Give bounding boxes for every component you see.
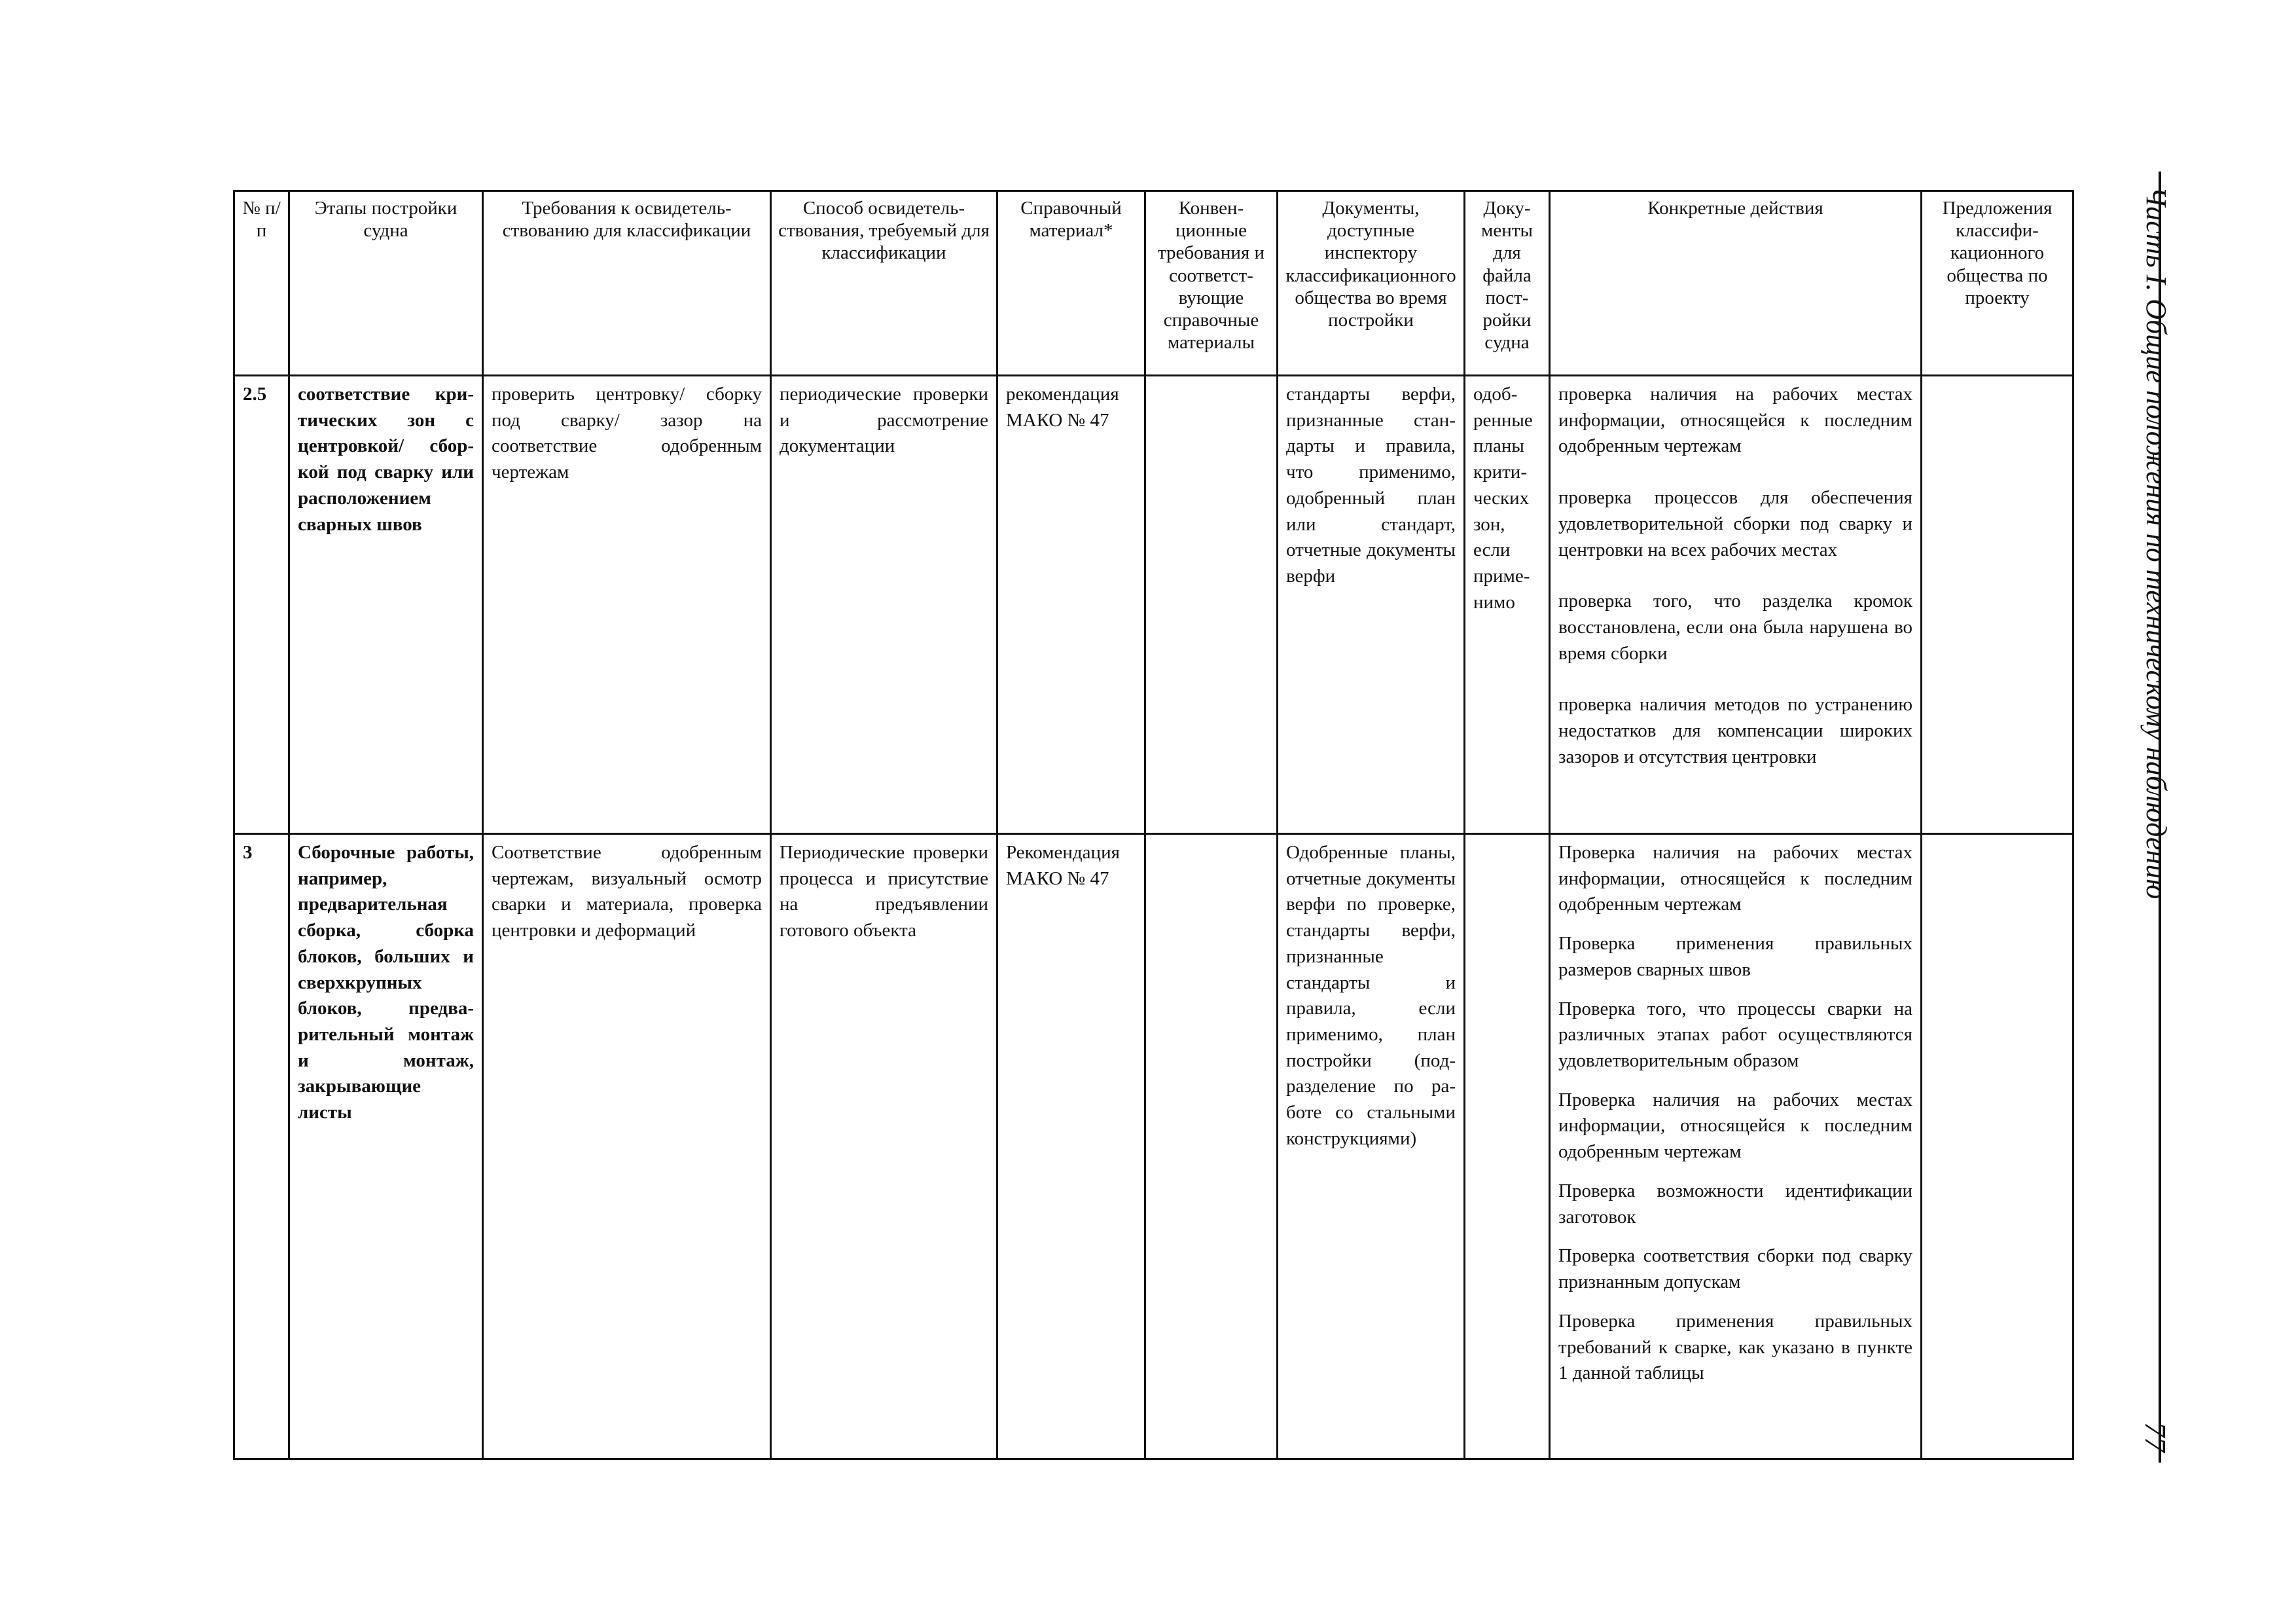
action-item: Проверка соответствия сборки под сварку признанным допускам [1558, 1245, 1912, 1293]
header-documents: Документы, доступные инспектору классификационного общества во время постройки [1278, 191, 1465, 376]
header-conventions: Конвенционные требования и соответствующие справочные материалы [1145, 191, 1278, 376]
table-row [234, 834, 2073, 1459]
header-requirements: Требования к освидетельствованию для классификации [483, 191, 771, 376]
row-stage: соответствие критических зон с центровкой/ сборкой под сварку или расположением сварных швов [289, 376, 483, 834]
row-actions [1550, 834, 1922, 1459]
row-stage: Сборочные работы, например, предварительная сборка, сборка блоков, больших и сверхкрупных блоков, предварительный монтаж и монтаж, закрывающие листы [289, 834, 483, 1459]
row-method: периодические проверки и рассмотрение документации [771, 376, 997, 834]
row-documents: стандарты верфи, признанные стандарты и правила, что применимо, одобренный план или стандарт, отчетные документы верфи [1278, 376, 1465, 834]
running-section-title: Часть I. Общие положения по техническому наблюдению [2140, 187, 2172, 900]
action-item: Проверка возможности идентификации заготовок [1558, 1180, 1912, 1228]
action-item: Проверка того, что процессы сварки на различных этапах работ осуществляются удовлетворительным образом [1558, 998, 1912, 1072]
action-item: проверка процессов для обеспечения удовлетворительной сборки под сварку и центровки на всех рабочих местах [1558, 487, 1912, 560]
row-reference: Рекомендация МАКО № 47 [997, 834, 1145, 1459]
header-actions: Конкретные действия [1550, 191, 1922, 376]
action-item: Проверка применения правильных требований к сварке, как указано в пункте 1 данной таблицы [1558, 1310, 1912, 1384]
action-item: проверка того, что разделка кромок восстановлена, если она была нарушена во время сборки [1558, 591, 1912, 664]
row-proposals [1922, 834, 2073, 1459]
page-number: 77 [2139, 1422, 2172, 1452]
header-stage: Этапы постройки судна [289, 191, 483, 376]
row-num: 2.5 [234, 376, 289, 834]
row-file-docs [1465, 834, 1550, 1459]
table-header-row [234, 191, 2073, 376]
row-conventions [1145, 376, 1278, 834]
table-row [234, 376, 2073, 834]
action-item: Проверка применения правильных размеров сварных швов [1558, 933, 1912, 980]
action-item: проверка наличия на рабочих местах информации, относящейся к последним одобренным чертежам [1558, 384, 1912, 457]
action-item: проверка наличия методов по устранению недостатков для компенсации широких зазоров и отсутствия центровки [1558, 694, 1912, 767]
header-method: Способ освидетельствования, требуемый для классификации [771, 191, 997, 376]
row-conventions [1145, 834, 1278, 1459]
survey-requirements-table [233, 190, 2074, 1460]
header-proposals: Предложения классификационного общества по проекту [1922, 191, 2073, 376]
row-requirements: Соответствие одобренным чертежам, визуальный осмотр сварки и материала, проверка центровки и деформаций [483, 834, 771, 1459]
row-documents: Одобренные планы, отчетные документы верфи по проверке, стандарты верфи, признанные стандарты и правила, если применимо, план постройки (подразделение по работе со стальными конструкциями) [1278, 834, 1465, 1459]
action-item: Проверка наличия на рабочих местах информации, относящейся к последним одобренным чертежам [1558, 842, 1912, 915]
header-file-docs: Документы для файла постройки судна [1465, 191, 1550, 376]
row-reference: рекомендация МАКО № 47 [997, 376, 1145, 834]
header-reference: Справочный материал* [997, 191, 1145, 376]
row-file-docs: одобренные планы критических зон, если применимо [1465, 376, 1550, 834]
row-actions [1550, 376, 1922, 834]
row-method: Периодические проверки процесса и присутствие на предъявлении готового объекта [771, 834, 997, 1459]
header-num: № п/п [234, 191, 289, 376]
row-proposals [1922, 376, 2073, 834]
action-item: Проверка наличия на рабочих местах информации, относящейся к последним одобренным чертежам [1558, 1089, 1912, 1163]
row-num: 3 [234, 834, 289, 1459]
row-requirements: проверить центровку/ сборку под сварку/ зазор на соответствие одобренным чертежам [483, 376, 771, 834]
